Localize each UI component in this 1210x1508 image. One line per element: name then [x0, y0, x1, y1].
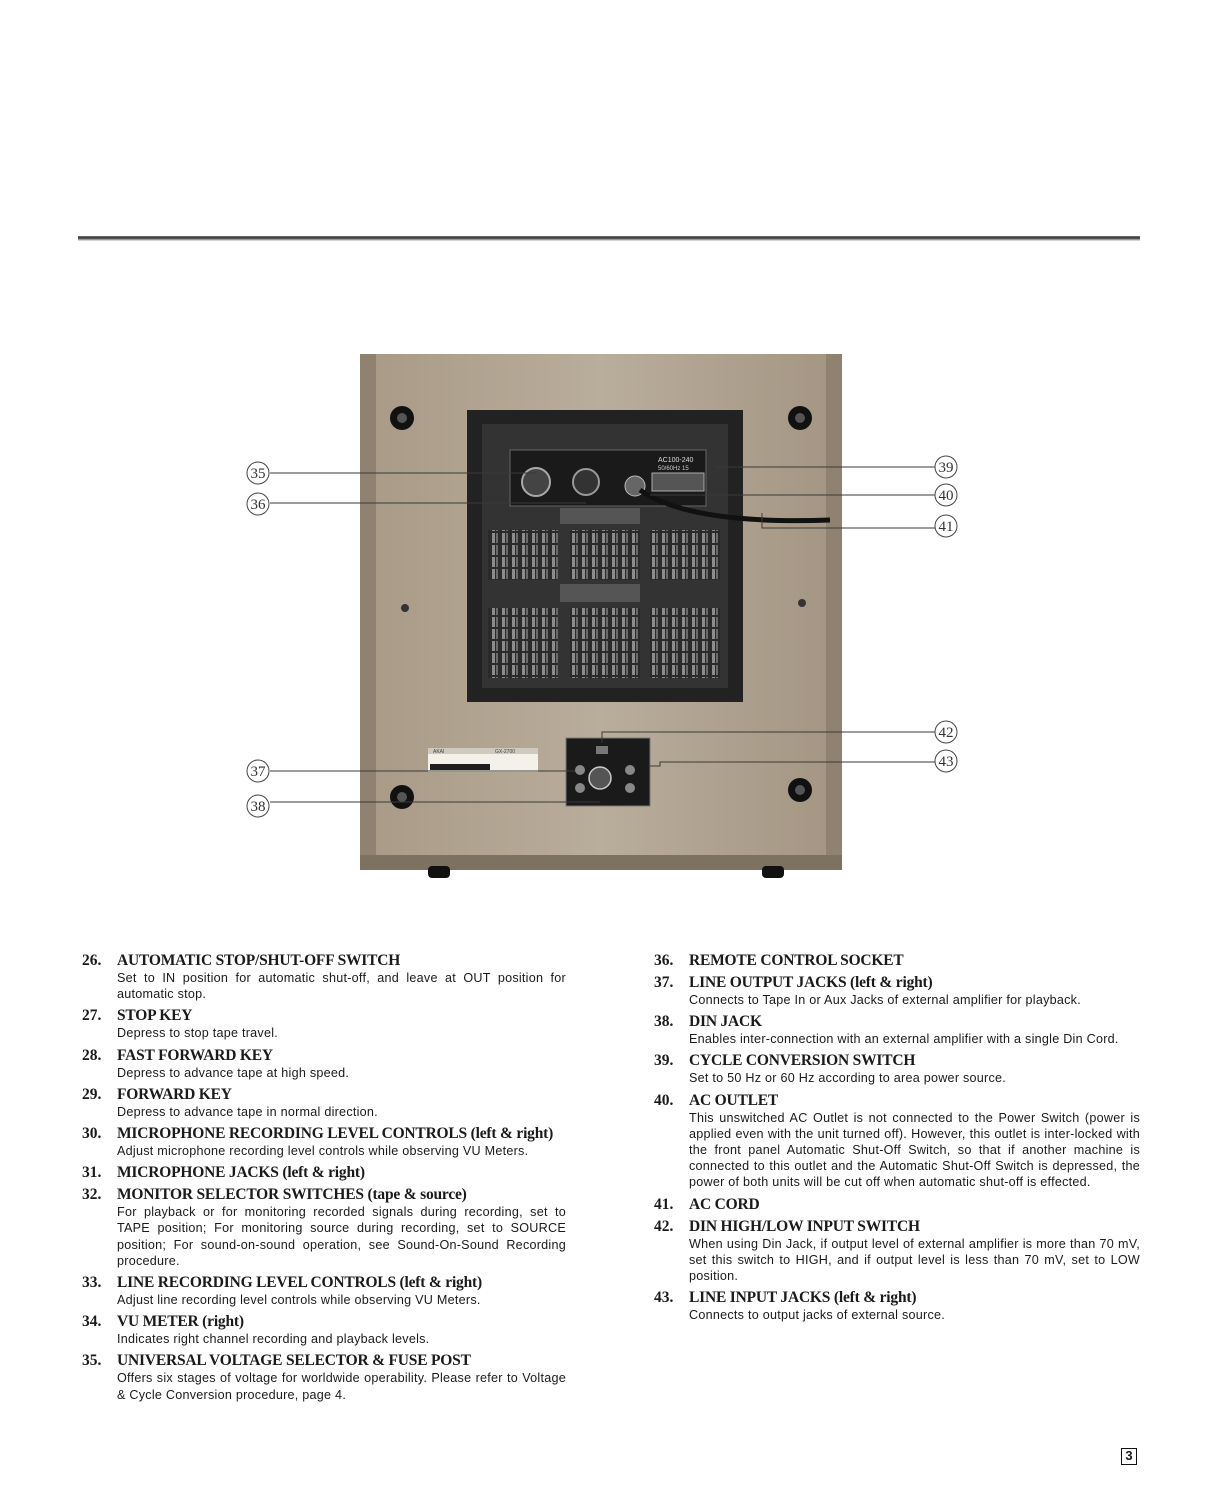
item-number: 36. — [654, 952, 674, 969]
model-number: GX-2700 — [495, 749, 516, 755]
list-item — [654, 1196, 1140, 1213]
item-description: Offers six stages of voltage for worldwide operability. Please refer to Voltage & Cycle Conversion procedure, page 4. — [117, 1371, 566, 1402]
callout-36: 36 — [250, 497, 266, 513]
item-number: 27. — [82, 1007, 102, 1025]
item-number: 30. — [82, 1125, 102, 1143]
list-item — [82, 1274, 566, 1308]
callout-40: 40 — [938, 488, 954, 504]
din-switch — [596, 746, 608, 754]
list-item — [82, 1047, 566, 1081]
item-number: 29. — [82, 1085, 102, 1103]
item-description: Enables inter-connection with an external amplifier with a single Din Cord. — [689, 1032, 1119, 1047]
item-title: REMOTE CONTROL SOCKET — [689, 952, 904, 969]
item-description: Connects to output jacks of external source. — [689, 1308, 946, 1323]
cycle-switch — [652, 473, 704, 491]
list-item — [654, 974, 1140, 1008]
item-number: 26. — [82, 952, 102, 969]
item-description: For playback or for monitoring recorded signals during recording, set to TAPE position; For monitoring source during recording, set to SOURCE position; For sound-on-sound operation, see Sound-On-Sound Recording procedure. — [117, 1205, 566, 1268]
list-item — [82, 1313, 566, 1347]
item-description: Indicates right channel recording and playback levels. — [117, 1332, 430, 1347]
voltage-selector — [522, 468, 550, 496]
item-title: AUTOMATIC STOP/SHUT-OFF SWITCH — [117, 952, 401, 969]
item-description: When using Din Jack, if output level of external amplifier is more than 70 mV, set this switch to HIGH, and if output level is less than 70 mV, set to LOW position. — [689, 1236, 1140, 1284]
item-number: 42. — [654, 1217, 674, 1235]
item-number: 28. — [82, 1046, 102, 1064]
item-title: MICROPHONE RECORDING LEVEL CONTROLS (left & right) — [117, 1125, 554, 1143]
voltage-label: AC100-240 — [658, 457, 694, 464]
item-title: LINE RECORDING LEVEL CONTROLS (left & right) — [117, 1274, 482, 1292]
callout-39: 39 — [938, 460, 954, 476]
freq-label: 50/60Hz 15 — [658, 466, 689, 472]
item-title: FORWARD KEY — [117, 1085, 232, 1103]
list-item — [654, 1092, 1140, 1191]
item-title: LINE OUTPUT JACKS (left & right) — [689, 974, 933, 991]
page-number: 3 — [1121, 1448, 1137, 1465]
item-title: AC OUTLET — [689, 1091, 779, 1109]
item-number: 40. — [654, 1091, 674, 1109]
item-title: DIN HIGH/LOW INPUT SWITCH — [689, 1217, 920, 1235]
list-item — [654, 1052, 1140, 1086]
item-title: VU METER (right) — [117, 1313, 244, 1331]
callout-35: 35 — [250, 466, 266, 482]
list-item — [82, 1086, 566, 1120]
din-jack — [589, 767, 611, 789]
callout-43: 43 — [938, 754, 954, 770]
item-title: STOP KEY — [117, 1007, 193, 1025]
list-item — [82, 1007, 566, 1041]
item-number: 35. — [82, 1352, 102, 1370]
item-number: 39. — [654, 1052, 674, 1070]
item-description: Depress to advance tape in normal direction. — [117, 1104, 378, 1119]
item-number: 41. — [654, 1195, 674, 1213]
item-title: CYCLE CONVERSION SWITCH — [689, 1052, 916, 1070]
item-description: Connects to Tape In or Aux Jacks of external amplifier for playback. — [689, 993, 1081, 1007]
right-column — [654, 952, 1140, 1328]
item-description: Set to IN position for automatic shut-off, and leave at OUT position for automatic stop. — [117, 971, 566, 1002]
item-title: MICROPHONE JACKS (left & right) — [117, 1164, 365, 1182]
model-brand: AKAI — [433, 749, 445, 755]
list-item — [82, 1125, 566, 1159]
item-title: MONITOR SELECTOR SWITCHES (tape & source) — [117, 1186, 467, 1204]
item-description: Depress to stop tape travel. — [117, 1026, 279, 1041]
item-number: 31. — [82, 1164, 102, 1182]
item-description: This unswitched AC Outlet is not connected to the Power Switch (power is applied even with the unit turned off). However, this outlet is inter-locked with the front panel Automatic Shut-Off Switch, so that if another machine is connected to this outlet and the Automatic Shut-Off Switch is depressed, the power of both units will be cut off when automatic shut-off is effected. — [689, 1110, 1140, 1190]
item-description: Set to 50 Hz or 60 Hz according to area power source. — [689, 1071, 1007, 1086]
item-title: UNIVERSAL VOLTAGE SELECTOR & FUSE POST — [117, 1352, 471, 1370]
remote-socket — [573, 469, 599, 495]
list-item — [82, 952, 566, 1002]
item-description: Adjust microphone recording level controls while observing VU Meters. — [117, 1144, 529, 1159]
list-item — [82, 1164, 566, 1181]
item-number: 34. — [82, 1313, 102, 1331]
item-description: Adjust line recording level controls while observing VU Meters. — [117, 1293, 481, 1308]
item-title: AC CORD — [689, 1195, 760, 1213]
item-description: Depress to advance tape at high speed. — [117, 1065, 350, 1080]
list-item — [82, 1352, 566, 1402]
item-number: 37. — [654, 974, 674, 991]
callout-37: 37 — [250, 764, 266, 780]
list-item — [654, 952, 1140, 969]
cabinet-side-left — [360, 354, 376, 870]
item-number: 43. — [654, 1289, 674, 1307]
item-number: 32. — [82, 1186, 102, 1204]
callout-41: 41 — [938, 519, 954, 535]
cabinet-side-right — [826, 354, 842, 870]
item-title: LINE INPUT JACKS (left & right) — [689, 1289, 917, 1307]
list-item — [654, 1218, 1140, 1285]
item-title: DIN JACK — [689, 1013, 762, 1031]
list-item — [654, 1289, 1140, 1323]
list-item — [654, 1013, 1140, 1047]
item-number: 33. — [82, 1274, 102, 1292]
list-item — [82, 1186, 566, 1269]
callout-42: 42 — [938, 725, 954, 741]
item-number: 38. — [654, 1013, 674, 1031]
callout-38: 38 — [250, 799, 266, 815]
item-title: FAST FORWARD KEY — [117, 1046, 273, 1064]
left-column — [82, 952, 566, 1408]
header-rule — [78, 236, 1140, 241]
rear-panel-photo — [230, 340, 990, 900]
